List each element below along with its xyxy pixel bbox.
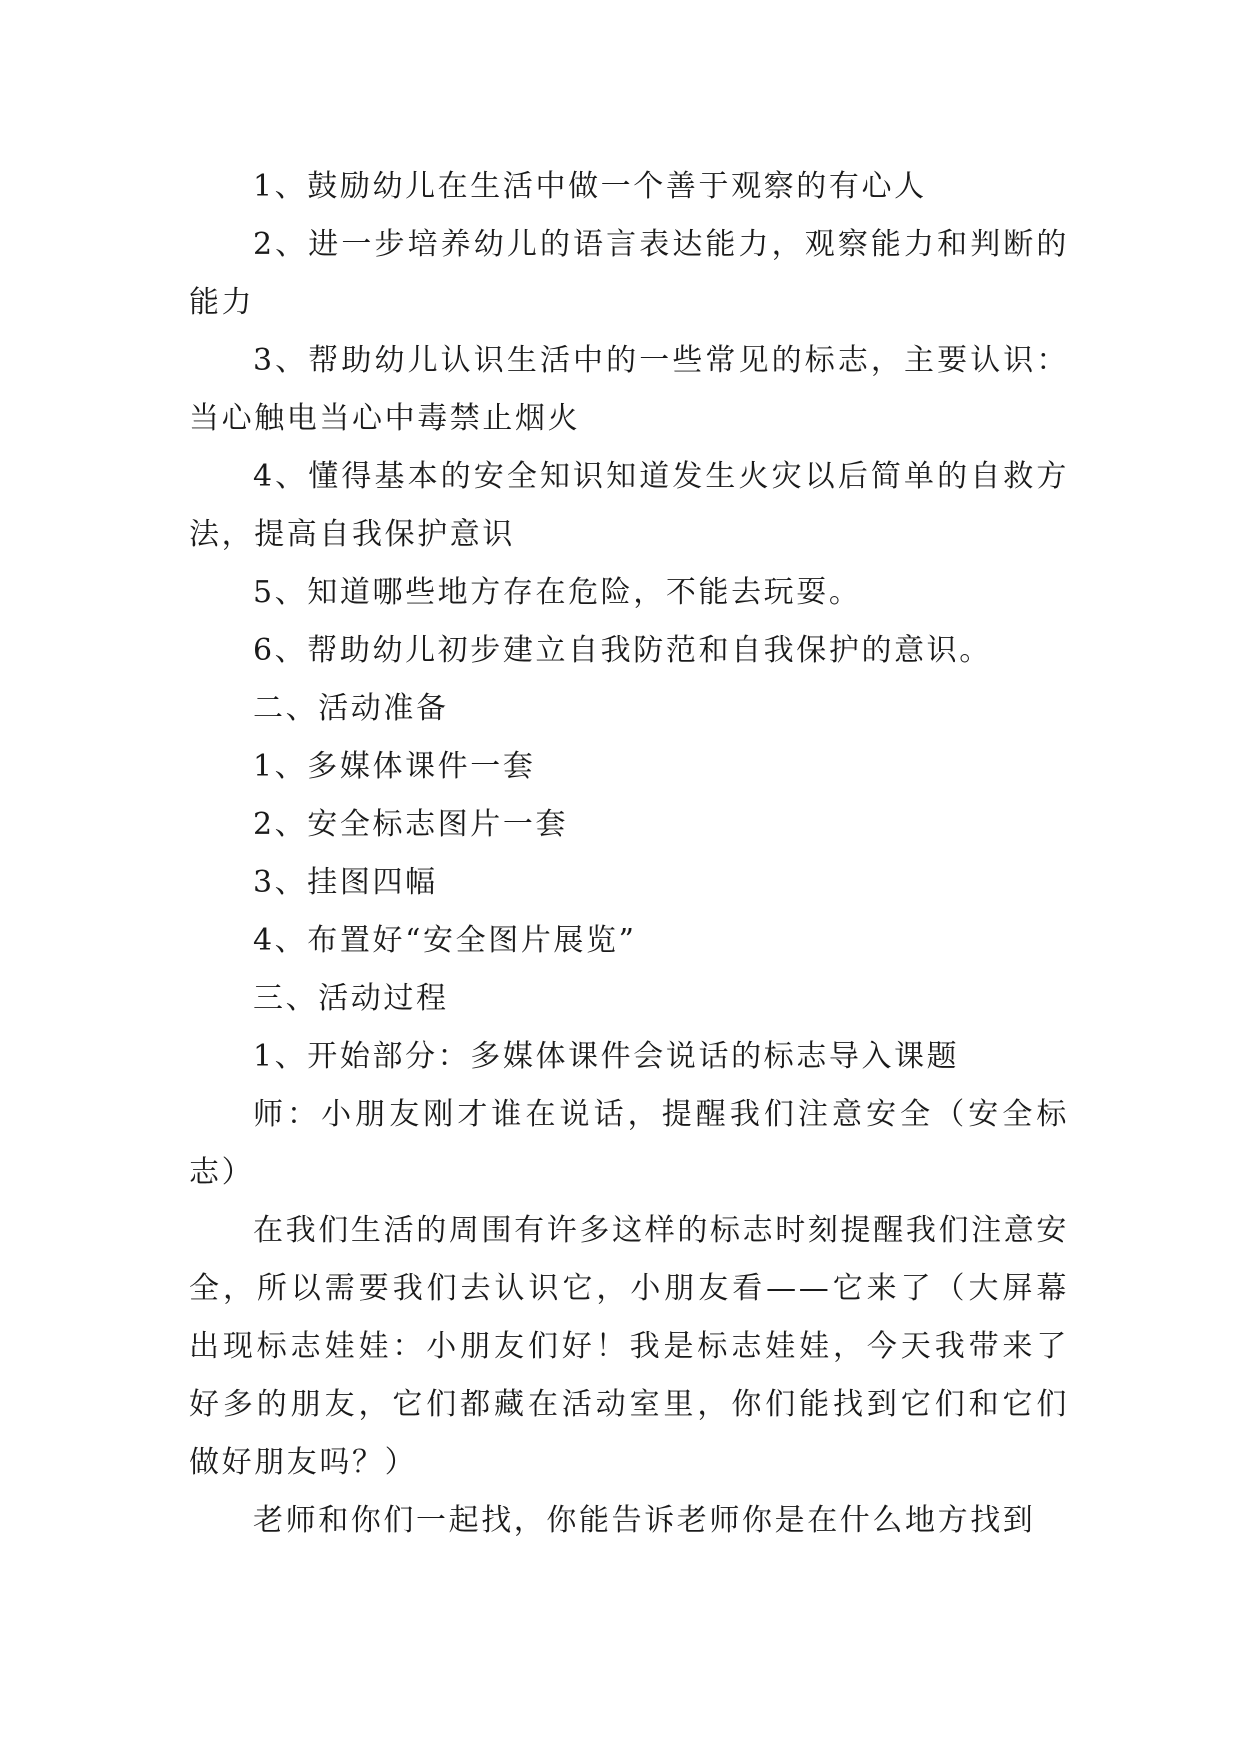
paragraph-sign-doll: 在我们生活的周围有许多这样的标志时刻提醒我们注意安全，所以需要我们去认识它，小朋友看——它来了（大屏幕出现标志娃娃：小朋友们好！我是标志娃娃，今天我带来了好多的朋友，它们都藏在活动室里，你们能找到它们和它们做好朋友吗？） [189, 1213, 1069, 1480]
paragraph-goal-1: 1、鼓励幼儿在生活中做一个善于观察的有心人 [253, 169, 927, 204]
document-body [189, 158, 1069, 1550]
paragraph-prep-3: 3、挂图四幅 [253, 865, 438, 900]
section-heading-preparation: 二、活动准备 [253, 691, 449, 726]
paragraph-goal-6: 6、帮助幼儿初步建立自我防范和自我保护的意识。 [253, 633, 992, 668]
paragraph-teacher-line: 师：小朋友刚才谁在说话，提醒我们注意安全（安全标志） [189, 1097, 1069, 1190]
paragraph-goal-3: 3、帮助幼儿认识生活中的一些常见的标志，主要认识：当心触电当心中毒禁止烟火 [189, 343, 1069, 436]
paragraph-goal-2: 2、进一步培养幼儿的语言表达能力，观察能力和判断的能力 [189, 227, 1069, 320]
paragraph-prep-1: 1、多媒体课件一套 [253, 749, 536, 784]
paragraph-find-together: 老师和你们一起找，你能告诉老师你是在什么地方找到 [253, 1503, 1036, 1538]
paragraph-goal-4: 4、懂得基本的安全知识知道发生火灾以后简单的自救方法，提高自我保护意识 [189, 459, 1069, 552]
paragraph-goal-5: 5、知道哪些地方存在危险，不能去玩耍。 [253, 575, 862, 610]
paragraph-prep-4: 4、布置好“安全图片展览” [253, 923, 637, 958]
section-heading-process: 三、活动过程 [253, 981, 449, 1016]
paragraph-process-1: 1、开始部分：多媒体课件会说话的标志导入课题 [253, 1039, 960, 1074]
paragraph-prep-2: 2、安全标志图片一套 [253, 807, 569, 842]
